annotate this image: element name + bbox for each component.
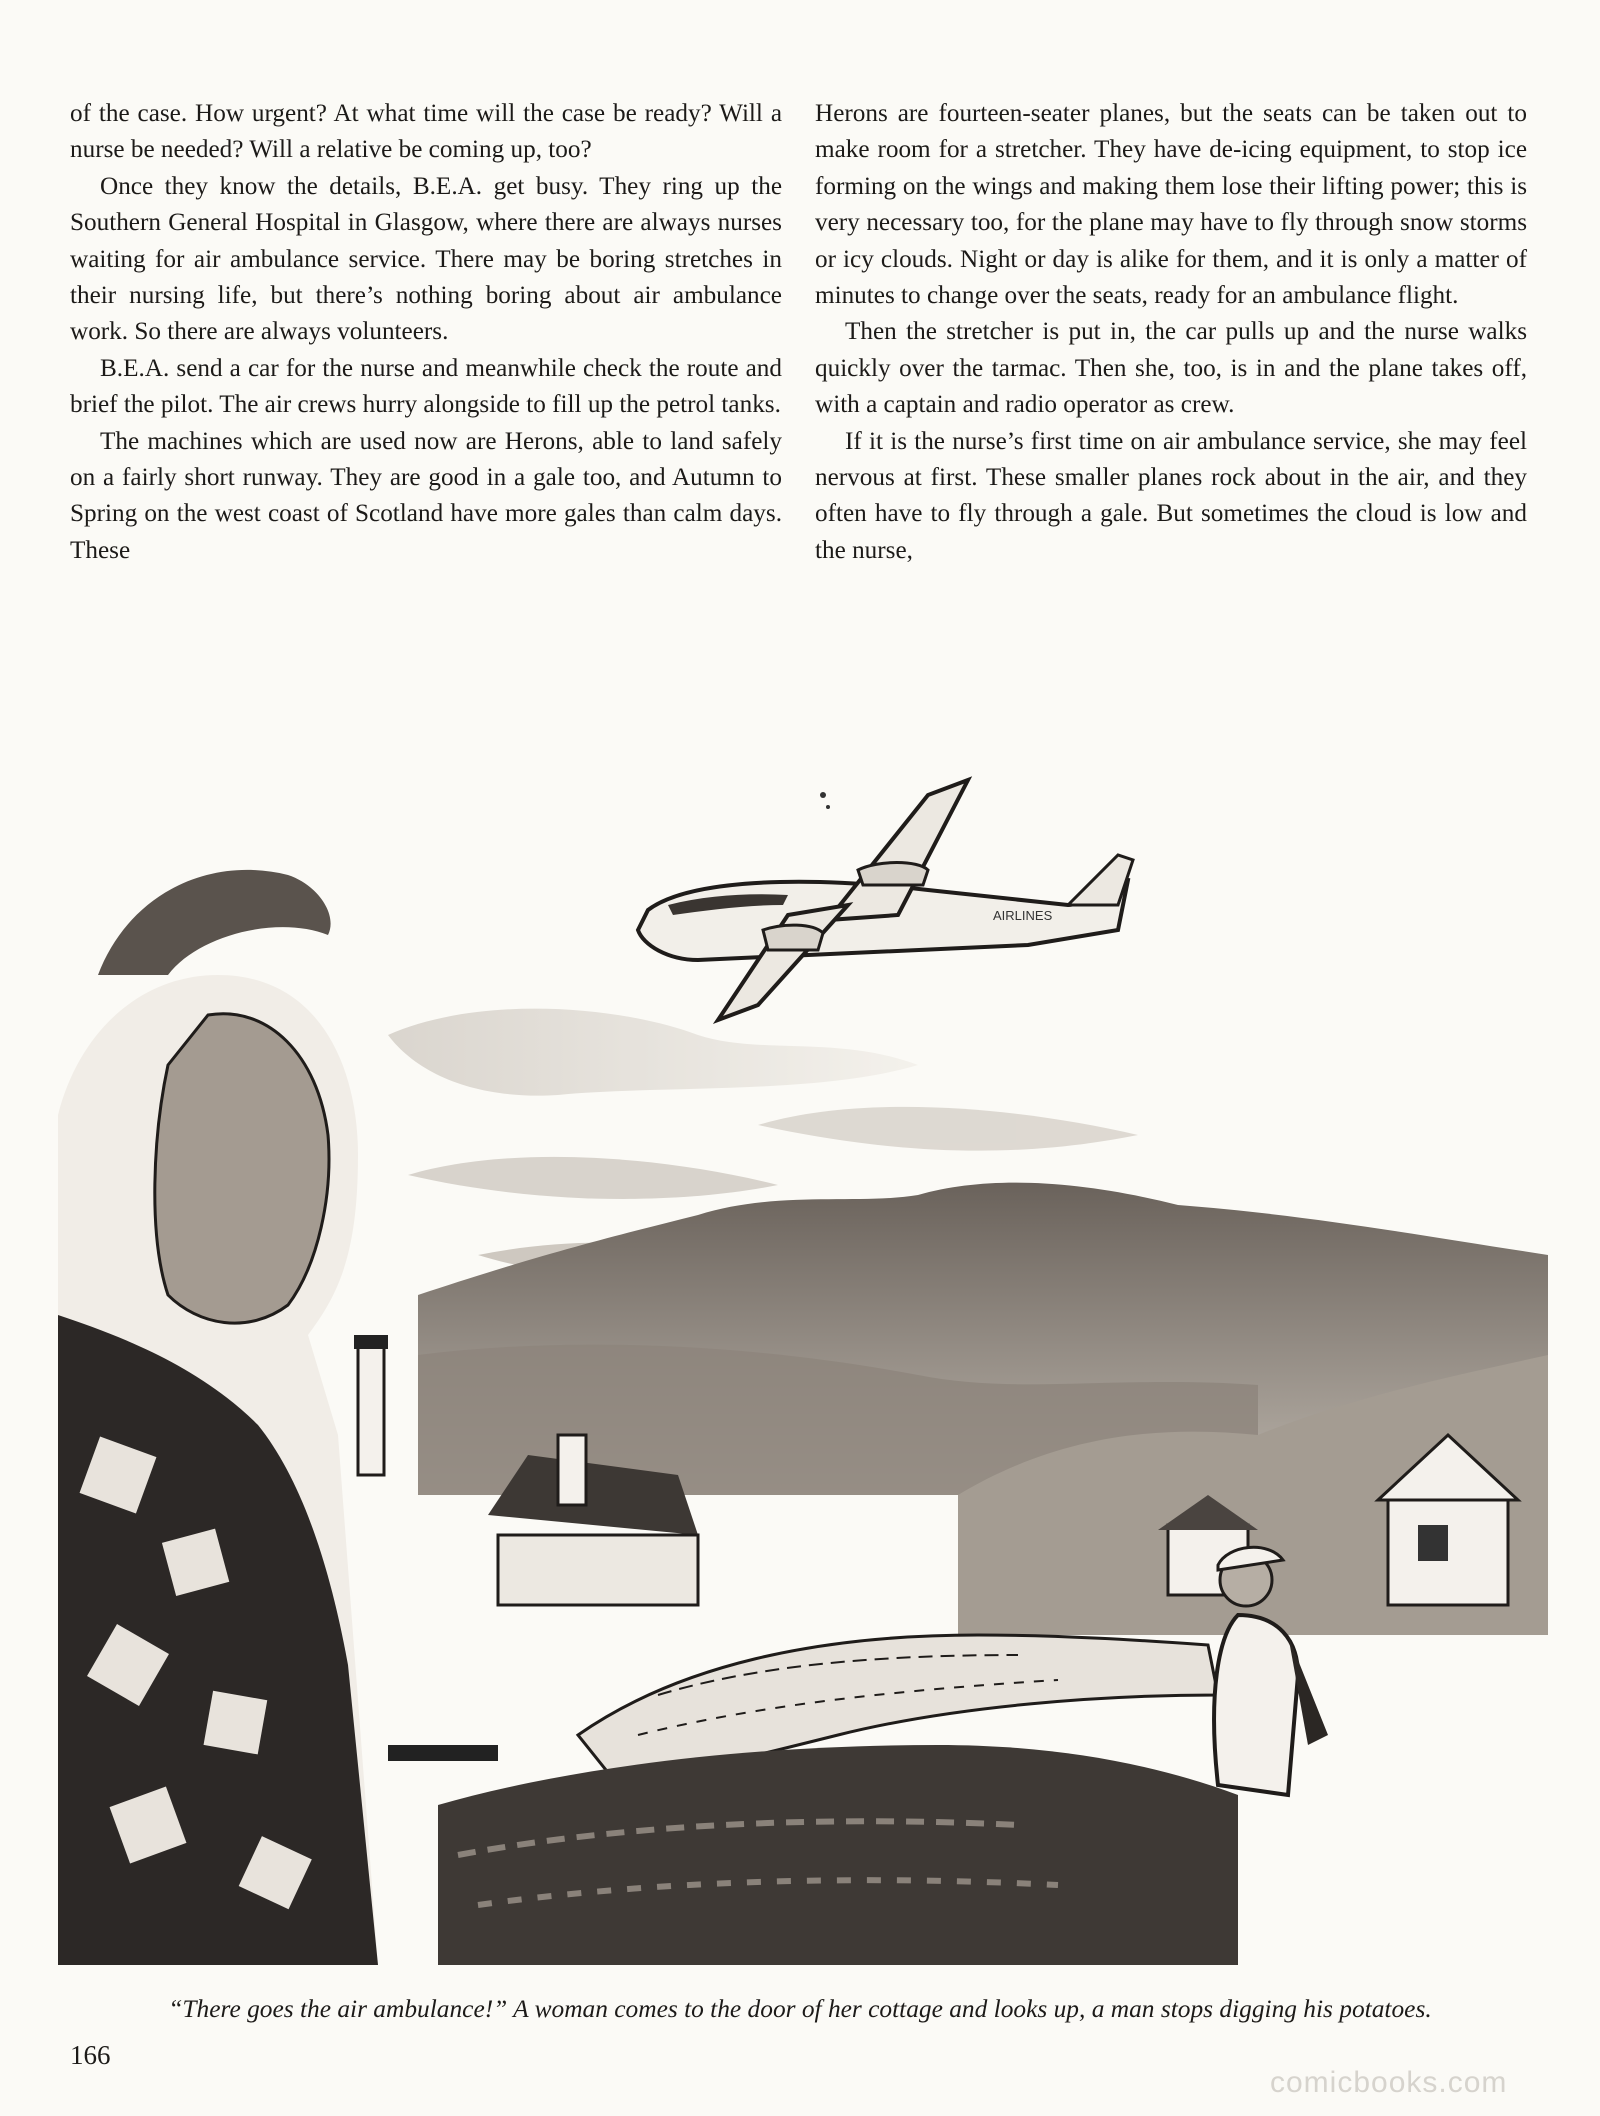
paragraph: of the case. How urgent? At what time will the case be ready? Will a nurse be needed? Will a relative be coming up, too? xyxy=(70,100,782,164)
paragraph: Once they know the details, B.E.A. get busy. They ring up the Southern General Hospital in Glasgow, where there are always nurses waiting for air ambulance service. There may be boring stretches in their nursing life, but there’s nothing boring about air ambulance work. So there are always volunteers. xyxy=(70,172,782,346)
paragraph: Then the stretcher is put in, the car pulls up and the nurse walks quickly over the tarmac. Then she, too, is in and the plane takes off, with a captain and radio operator as crew. xyxy=(815,318,1527,419)
paragraph: If it is the nurse’s first time on air ambulance service, she may feel nervous at first. These smaller planes rock about in the air, and they often have to fly through a gale. But sometimes the cloud is low and the nurse, xyxy=(815,427,1527,564)
paragraph: The machines which are used now are Herons, able to land safely on a fairly short runway. They are good in a gale too, and Autumn to Spring on the west coast of Scotland have more gales than calm days. These xyxy=(70,427,782,564)
article-column-right xyxy=(815,96,1527,569)
page-number: 166 xyxy=(70,2040,111,2070)
plane-marking: AIRLINES xyxy=(993,908,1053,923)
potato-field xyxy=(438,1745,1238,1965)
article-column-left xyxy=(70,96,782,569)
heron-airplane xyxy=(638,780,1133,1020)
paragraph: B.E.A. send a car for the nurse and meanwhile check the route and brief the pilot. The air crews hurry alongside to fill up the petrol tanks. xyxy=(70,354,782,419)
paragraph: Herons are fourteen-seater planes, but the seats can be taken out to make room for a stretcher. They have de-icing equipment, to stop ice forming on the wings and making them lose their lifting power; this is very necessary too, for the plane may have to fly through snow storms or icy clouds. Night or day is alike for them, and it is only a matter of minutes to change over the seats, ready for an ambulance flight. xyxy=(815,100,1527,310)
watermark: comicbooks.com xyxy=(1270,2066,1508,2099)
illustration-caption: “There goes the air ambulance!” A woman comes to the door of her cottage and looks up, a man stops digging his potatoes. xyxy=(168,1995,1432,2023)
illustration-air-ambulance xyxy=(58,735,1548,1965)
